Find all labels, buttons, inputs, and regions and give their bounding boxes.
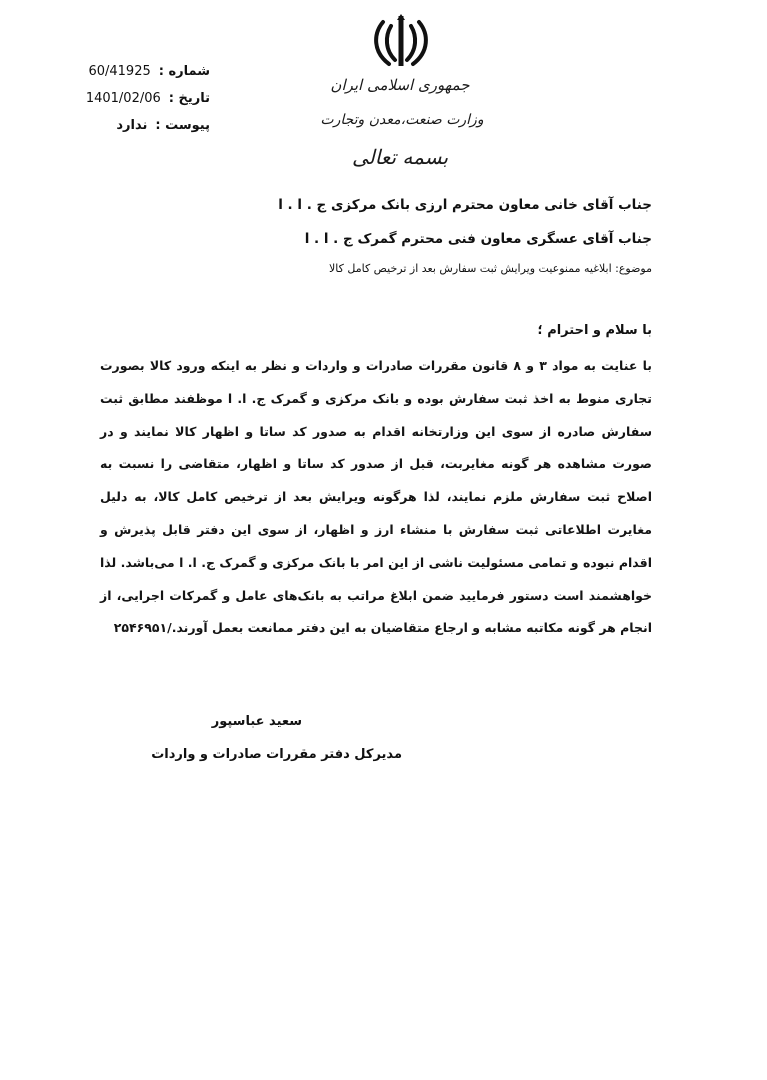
greeting: با سلام و احترام ؛ bbox=[537, 323, 652, 338]
addressee-1: جناب آقای خانی معاون محترم ارزی بانک مرکزی ج . ا . ا bbox=[278, 197, 652, 213]
attachment-value: ندارد bbox=[116, 118, 148, 133]
addressee-2: جناب آقای عسگری معاون فنی محترم گمرک ج . ا . ا bbox=[304, 231, 652, 247]
number-value: 60/41925 bbox=[88, 64, 151, 79]
ministry-title: وزارت صنعت،معدن وتجارت bbox=[320, 112, 484, 128]
letter-body: با عنایت به مواد ۳ و ۸ قانون مقررات صادرات و واردات و نظر به اینکه ورود کالا بصورت تجاری منوط به اخذ ثبت سفارش بوده و بانک مرکزی و گمرک ج. ا. ا موظفند مطابق ثبت سفارش صادره از سوی این وزارتخانه اقدام به صدور کد ساتا و اظهار کالا نمایند و در صورت مشاهده هر گونه مغایربت، قبل از صدور کد ساتا و اظهار، متقاضی را نسبت به اصلاح ثبت سفارش ملزم نمایند، لذا هرگونه ویرایش بعد از ترخیص کامل کالا، به دلیل مغایرت اطلاعاتی ثبت سفارش با منشاء ارز و اظهار، از سوی این دفتر قابل پذیرش و اقدام نبوده و تمامی مسئولیت ناشی از این امر با بانک مرکزی و گمرک ج. ا. ا می‌باشد. لذا خواهشمند است دستور فرمایید ضمن ابلاغ مراتب به بانک‌های عامل و گمرکات اجرایی، از انجام هر گونه مکاتبه مشابه و ارجاع متقاضیان به این دفتر ممانعت بعمل آورند./۲۵۴۶۹۵۱ bbox=[100, 358, 652, 636]
number-label: شماره : bbox=[158, 64, 210, 79]
iran-emblem-icon bbox=[369, 12, 433, 72]
subject-line: موضوع: ابلاغیه ممنوعیت ویرایش ثبت سفارش بعد از ترخیص کامل کالا bbox=[329, 262, 652, 275]
signer-title: مدیرکل دفتر مقررات صادرات و واردات bbox=[151, 747, 402, 762]
meta-date bbox=[60, 85, 210, 112]
bismillah: بسمه تعالی bbox=[351, 145, 449, 169]
meta-attachment bbox=[60, 112, 210, 139]
date-label: تاریخ : bbox=[168, 91, 210, 106]
letter-meta bbox=[60, 58, 210, 139]
meta-number bbox=[60, 58, 210, 85]
republic-title: جمهوری اسلامی ایران bbox=[330, 76, 470, 94]
attachment-label: پیوست : bbox=[155, 118, 210, 133]
signer-name: سعید عباسپور bbox=[211, 714, 302, 729]
date-value: 1401/02/06 bbox=[85, 91, 161, 106]
